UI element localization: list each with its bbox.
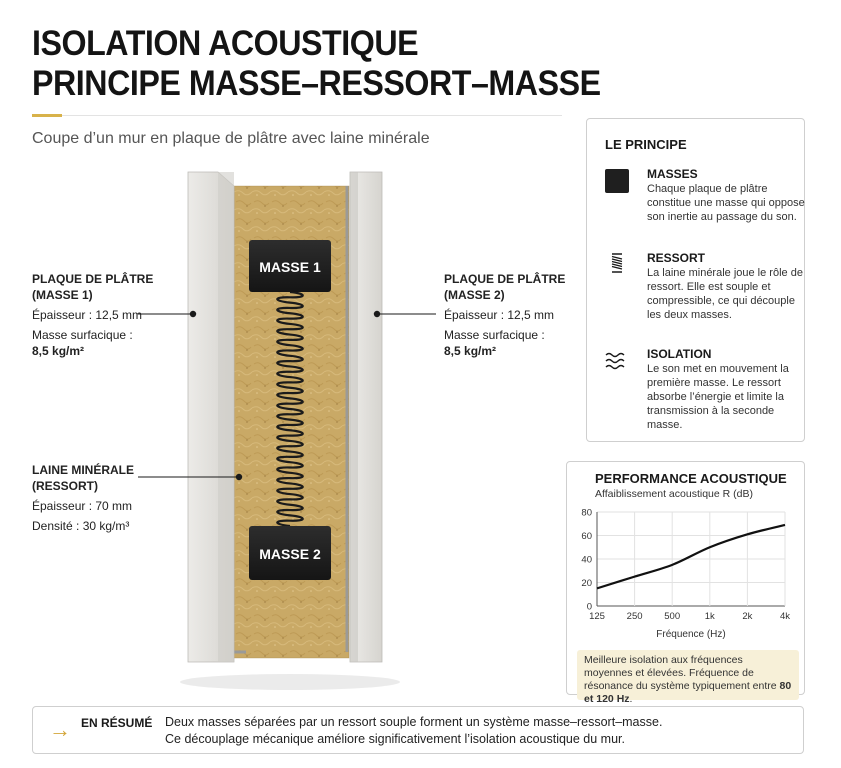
label-plaque-1-thickness: Épaisseur : 12,5 mm <box>32 308 143 322</box>
principle-item-ressort <box>605 251 803 337</box>
diagram-shadow <box>180 674 400 690</box>
principle-masses-title: MASSES <box>647 167 698 181</box>
label-plaque-2-head1: PLAQUE DE PLÂTRE <box>444 272 566 286</box>
summary-text <box>165 714 662 748</box>
principle-ressort-title: RESSORT <box>647 251 706 265</box>
title-accent-rule <box>32 114 62 117</box>
summary-line-1: Deux masses séparées par un ressort souple forment un système masse–ressort–masse. <box>165 715 663 729</box>
leader-dot-plaque-2 <box>374 311 380 317</box>
square-mass-icon <box>605 169 629 193</box>
page-subtitle: Coupe d’un mur en plaque de plâtre avec laine minérale <box>32 130 430 147</box>
chart-x-tick-label: 1k <box>704 611 715 622</box>
label-plaque-1-mass-value: 8,5 kg/m² <box>32 344 85 358</box>
summary-box <box>32 706 804 754</box>
title-divider <box>62 115 562 116</box>
principle-isolation-title: ISOLATION <box>647 347 712 361</box>
performance-note-bold: 80 et 120 Hz <box>584 680 792 705</box>
title-line-1: ISOLATION ACOUSTIQUE <box>32 24 419 63</box>
label-plaque-1-head2: (MASSE 1) <box>32 288 93 302</box>
label-plaque-2 <box>444 271 565 359</box>
chart-y-tick-label: 20 <box>581 578 592 589</box>
arrow-right-icon: → <box>49 717 71 742</box>
mass-2-label: MASSE 2 <box>259 546 321 562</box>
performance-note-text: Meilleure isolation aux fréquences moyennes et élevées. Fréquence de résonance du système typiquement entre <box>584 654 780 692</box>
performance-chart <box>567 504 806 639</box>
label-plaque-2-head2: (MASSE 2) <box>444 288 505 302</box>
label-plaque-2-mass-value: 8,5 kg/m² <box>444 344 497 358</box>
performance-note <box>577 650 799 705</box>
mass-1-label: MASSE 1 <box>259 259 321 275</box>
label-laine <box>32 462 134 534</box>
chart-x-tick-label: 500 <box>664 611 681 622</box>
label-laine-density: Densité : 30 kg/m³ <box>32 519 130 533</box>
principle-ressort-text: La laine minérale joue le rôle de ressort. Elle est souple et compressible, ce qui découple les deux masses. <box>647 267 803 321</box>
chart-x-tick-label: 4k <box>779 611 791 622</box>
title-line-2: PRINCIPE MASSE–RESSORT–MASSE <box>32 64 601 103</box>
label-plaque-2-mass-label: Masse surfacique : <box>444 328 545 342</box>
wall-section-diagram <box>130 160 440 700</box>
chart-y-tick-label: 60 <box>581 531 592 542</box>
label-laine-thickness: Épaisseur : 70 mm <box>32 499 133 513</box>
page-title <box>32 24 601 104</box>
summary-label: EN RÉSUMÉ <box>81 716 153 730</box>
principle-item-masses <box>605 167 805 237</box>
performance-note-end: . <box>629 693 633 705</box>
leader-dot-plaque-1 <box>190 311 196 317</box>
chart-y-tick-label: 0 <box>586 601 592 613</box>
label-laine-head1: LAINE MINÉRALE <box>32 463 134 477</box>
chart-y-tick-label: 80 <box>581 507 592 519</box>
chart-y-tick-label: 40 <box>581 554 592 566</box>
chart-x-tick-label: 125 <box>589 611 605 622</box>
label-laine-head2: (RESSORT) <box>32 479 98 493</box>
principle-isolation-text: Le son met en mouvement la première masse. Le ressort absorbe l’énergie et limite la transmission à la seconde masse. <box>647 363 789 431</box>
chart-x-tick-label: 250 <box>626 611 643 622</box>
principle-title: LE PRINCIPE <box>605 137 687 152</box>
performance-panel <box>566 461 805 705</box>
performance-title: PERFORMANCE ACOUSTIQUE <box>595 471 787 486</box>
performance-subtitle: Affaiblissement acoustique R (dB) <box>595 488 753 500</box>
chart-x-tick-label: 2k <box>742 611 753 622</box>
chart-series-line <box>597 525 785 588</box>
leader-dot-laine <box>236 474 242 480</box>
waves-icon <box>605 349 629 373</box>
label-plaque-1-mass-label: Masse surfacique : <box>32 328 133 342</box>
label-plaque-2-thickness: Épaisseur : 12,5 mm <box>444 308 555 322</box>
chart-x-axis-label: Fréquence (Hz) <box>656 629 726 639</box>
spring-icon <box>605 251 629 275</box>
principle-masses-text: Chaque plaque de plâtre constitue une masse qui oppose son inertie au passage du son. <box>647 183 805 223</box>
summary-line-2: Ce découplage mécanique améliore significativement l’isolation acoustique du mur. <box>165 732 625 746</box>
label-plaque-1-head1: PLAQUE DE PLÂTRE <box>32 272 154 286</box>
principle-item-isolation <box>605 347 795 433</box>
principle-panel <box>586 118 805 442</box>
